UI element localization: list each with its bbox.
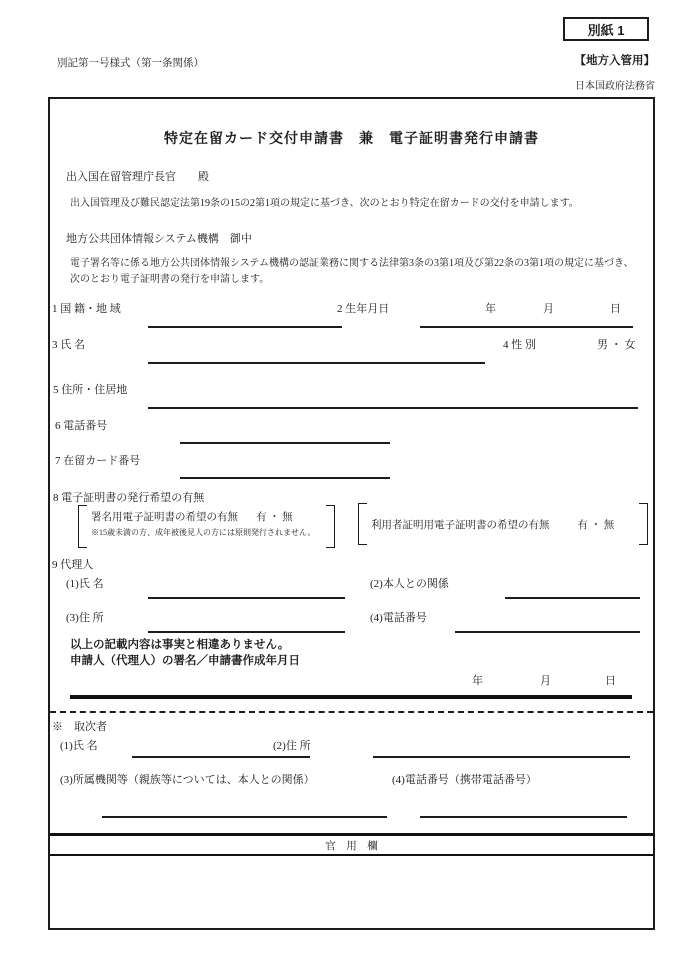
agent-phone-label: (4)電話番号（携帯電話番号） [392,774,537,786]
fill-line-agent-phone [420,816,627,818]
agent-org-label: (3)所属機関等（親族等については、本人との関係） [60,774,315,786]
form-title: 特定在留カード交付申請書 兼 電子証明書発行申請書 [164,132,539,147]
user-cert-options: 有 ・ 無 [577,519,615,531]
agent-address-label: (2)住 所 [273,740,311,752]
field-address-label: 5 住所・住居地 [53,384,128,396]
signature-cert-options: 有 ・ 無 [256,512,293,523]
addressee-immigration: 出入国在留管理庁長官 殿 [66,171,209,183]
agent-name-label: (1)氏 名 [60,740,98,752]
field-name-label: 3 氏 名 [52,339,85,351]
fill-line-agent-address [373,756,630,758]
birthdate-year-label: 年 [485,303,496,315]
user-cert-group [371,503,635,545]
fill-line-agent-org [102,816,387,818]
statement-cert: 電子署名等に係る地方公共団体情報システム機構の認証業務に関する法律第3条の3第1項及び第22条の3第1項の規定に基づき、次のとおり電子証明書の発行を申請します。 [70,258,634,285]
fill-line-agent-name [132,756,310,758]
field-proxy-label: 9 代理人 [52,559,94,571]
form-frame [48,97,655,930]
fill-line-residence-card [180,477,390,479]
fill-line-birthdate [420,326,633,328]
fill-line-proxy-phone [455,631,640,633]
field-sex-label: 4 性 別 [503,339,536,351]
field-birthdate-label: 2 生年月日 [337,303,390,315]
signature-line [70,695,632,699]
attachment-tag-label: 別紙 1 [587,22,625,38]
birthdate-month-label: 月 [543,303,554,315]
proxy-phone-label: (4)電話番号 [370,612,427,624]
declaration-month-label: 月 [540,675,551,687]
agent-section-label: ※ 取次者 [52,721,107,733]
fill-line-proxy-address [148,631,345,633]
statement-card: 出入国管理及び難民認定法第19条の15の2第1項の規定に基づき、次のとおり特定在留カードの交付を申請します。 [70,198,579,209]
attachment-tag-box [563,17,649,41]
signature-cert-label: 署名用電子証明書の希望の有無 [91,512,238,523]
signature-cert-bracket [78,505,335,548]
birthdate-day-label: 日 [610,303,621,315]
fill-line-nationality [148,326,342,328]
signature-cert-group [91,505,322,548]
sex-options: 男 ・ 女 [597,339,636,351]
official-use-label: 官 用 欄 [325,840,378,852]
addressee-jlis: 地方公共団体情報システム機構 御中 [66,233,252,245]
field-phone-label: 6 電話番号 [55,420,108,432]
fill-line-proxy-relation [505,597,640,599]
field-certificate-label: 8 電子証明書の発行希望の有無 [53,492,205,504]
user-cert-bracket [358,503,648,545]
declaration-line1: 以上の記載内容は事実と相違ありません。 [70,639,290,651]
proxy-address-label: (3)住 所 [66,612,104,624]
official-use-band [50,833,653,856]
field-residence-card-label: 7 在留カード番号 [55,455,141,467]
user-cert-label: 利用者証明用電子証明書の希望の有無 [371,519,550,531]
proxy-name-label: (1)氏 名 [66,578,104,590]
government-name: 日本国政府法務省 [575,81,655,92]
fill-line-phone [180,442,390,444]
agent-section-divider [50,711,653,713]
declaration-year-label: 年 [472,675,483,687]
use-note: 【地方入管用】 [574,55,655,67]
signature-cert-note: ※15歳未満の方、成年被後見人の方には原則発行されません。 [91,528,316,537]
field-nationality-label: 1 国 籍・地 域 [52,303,121,315]
declaration-day-label: 日 [605,675,616,687]
proxy-relation-label: (2)本人との関係 [370,578,449,590]
fill-line-address [148,407,638,409]
form-number: 別記第一号様式（第一条関係） [57,58,204,69]
fill-line-proxy-name [148,597,345,599]
declaration-line2: 申請人（代理人）の署名／申請書作成年月日 [70,655,300,667]
fill-line-name [148,362,485,364]
